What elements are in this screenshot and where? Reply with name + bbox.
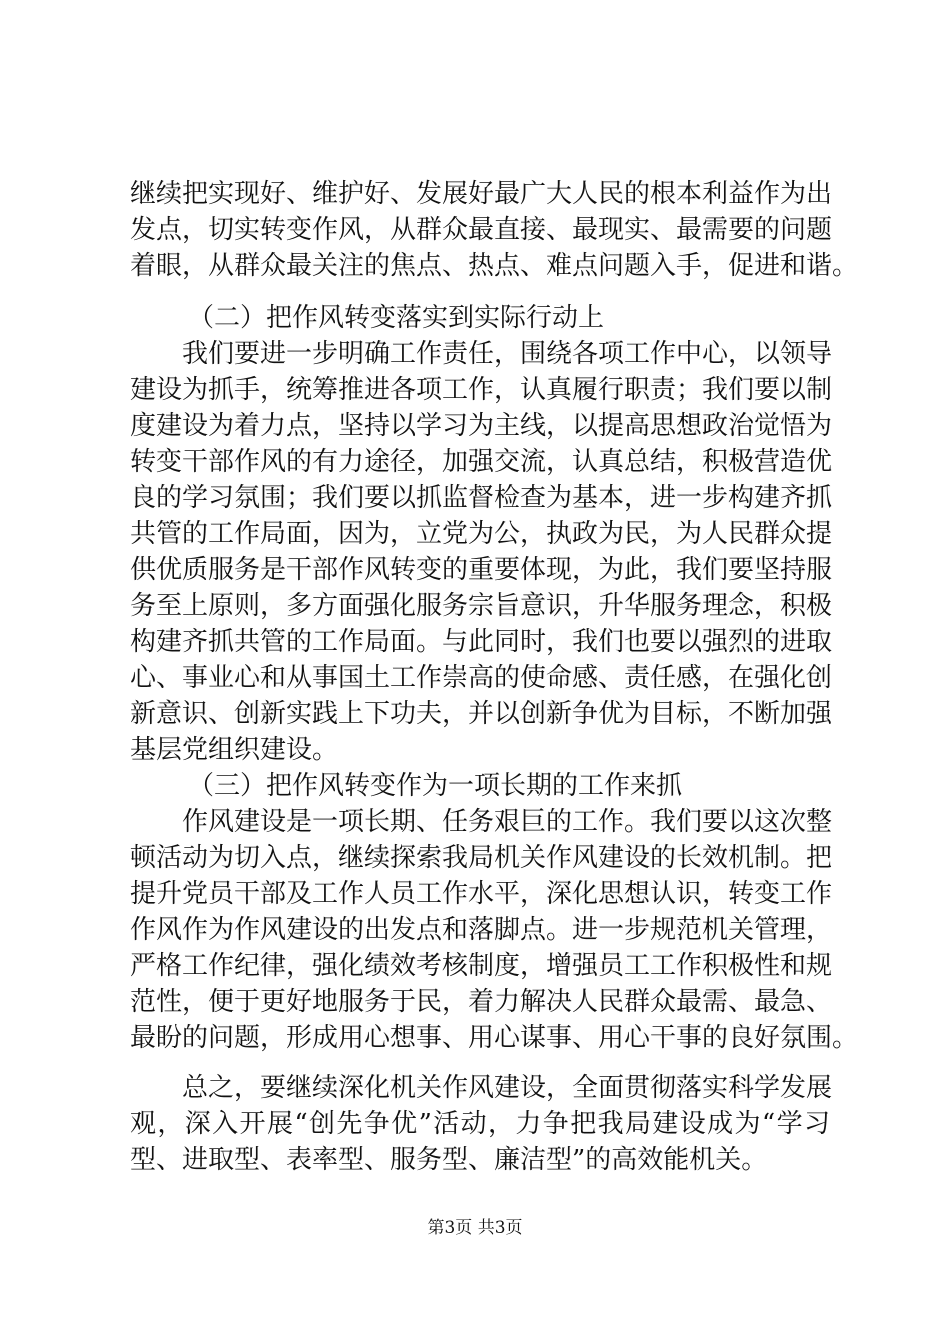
paragraph-2-line-4: 转变干部作风的有力途径，加强交流，认真总结，积极营造优 <box>130 447 833 477</box>
paragraph-3-line-4: 作风作为作风建设的出发点和落脚点。进一步规范机关管理， <box>130 915 833 945</box>
section-heading-3: （三）把作风转变作为一项长期的工作来抓 <box>188 771 683 801</box>
paragraph-3-line-7: 最盼的问题，形成用心想事、用心谋事、用心干事的良好氛围。 <box>130 1023 859 1053</box>
paragraph-4-line-1: 总之，要继续深化机关作风建设，全面贯彻落实科学发展 <box>182 1073 833 1103</box>
paragraph-3-line-1: 作风建设是一项长期、任务艰巨的工作。我们要以这次整 <box>182 807 833 837</box>
paragraph-3-line-6: 范性，便于更好地服务于民，着力解决人民群众最需、最急、 <box>130 987 833 1017</box>
paragraph-4-line-2: 观，深入开展“创先争优”活动，力争把我局建设成为“学习 <box>130 1109 830 1139</box>
paragraph-2-line-3: 度建设为着力点，坚持以学习为主线，以提高思想政治觉悟为 <box>130 411 833 441</box>
paragraph-2-line-1: 我们要进一步明确工作责任，围绕各项工作中心，以领导 <box>182 339 833 369</box>
paragraph-1-line-3: 着眼，从群众最关注的焦点、热点、难点问题入手，促进和谐。 <box>130 251 859 281</box>
paragraph-2-line-6: 共管的工作局面，因为，立党为公，执政为民，为人民群众提 <box>130 519 833 549</box>
paragraph-1-line-1: 继续把实现好、维护好、发展好最广大人民的根本利益作为出 <box>130 179 833 209</box>
paragraph-2-line-5: 良的学习氛围；我们要以抓监督检查为基本，进一步构建齐抓 <box>130 483 833 513</box>
paragraph-4-line-3: 型、进取型、表率型、服务型、廉洁型”的高效能机关。 <box>130 1145 768 1175</box>
page-number-footer: 第3页 共3页 <box>427 1218 523 1238</box>
section-heading-2: （二）把作风转变落实到实际行动上 <box>188 303 605 333</box>
paragraph-2-line-12: 基层党组织建设。 <box>130 735 339 765</box>
paragraph-3-line-5: 严格工作纪律，强化绩效考核制度，增强员工工作积极性和规 <box>130 951 833 981</box>
paragraph-2-line-8: 务至上原则，多方面强化服务宗旨意识，升华服务理念，积极 <box>130 591 833 621</box>
paragraph-2-line-7: 供优质服务是干部作风转变的重要体现，为此，我们要坚持服 <box>130 555 833 585</box>
paragraph-3-line-3: 提升党员干部及工作人员工作水平，深化思想认识，转变工作 <box>130 879 833 909</box>
paragraph-1-line-2: 发点，切实转变作风，从群众最直接、最现实、最需要的问题 <box>130 215 833 245</box>
paragraph-2-line-11: 新意识、创新实践上下功夫，并以创新争优为目标，不断加强 <box>130 699 833 729</box>
paragraph-2-line-9: 构建齐抓共管的工作局面。与此同时，我们也要以强烈的进取 <box>130 627 833 657</box>
paragraph-3-line-2: 顿活动为切入点，继续探索我局机关作风建设的长效机制。把 <box>130 843 833 873</box>
paragraph-2-line-10: 心、事业心和从事国土工作崇高的使命感、责任感，在强化创 <box>130 663 833 693</box>
paragraph-2-line-2: 建设为抓手，统筹推进各项工作，认真履行职责；我们要以制 <box>130 375 833 405</box>
